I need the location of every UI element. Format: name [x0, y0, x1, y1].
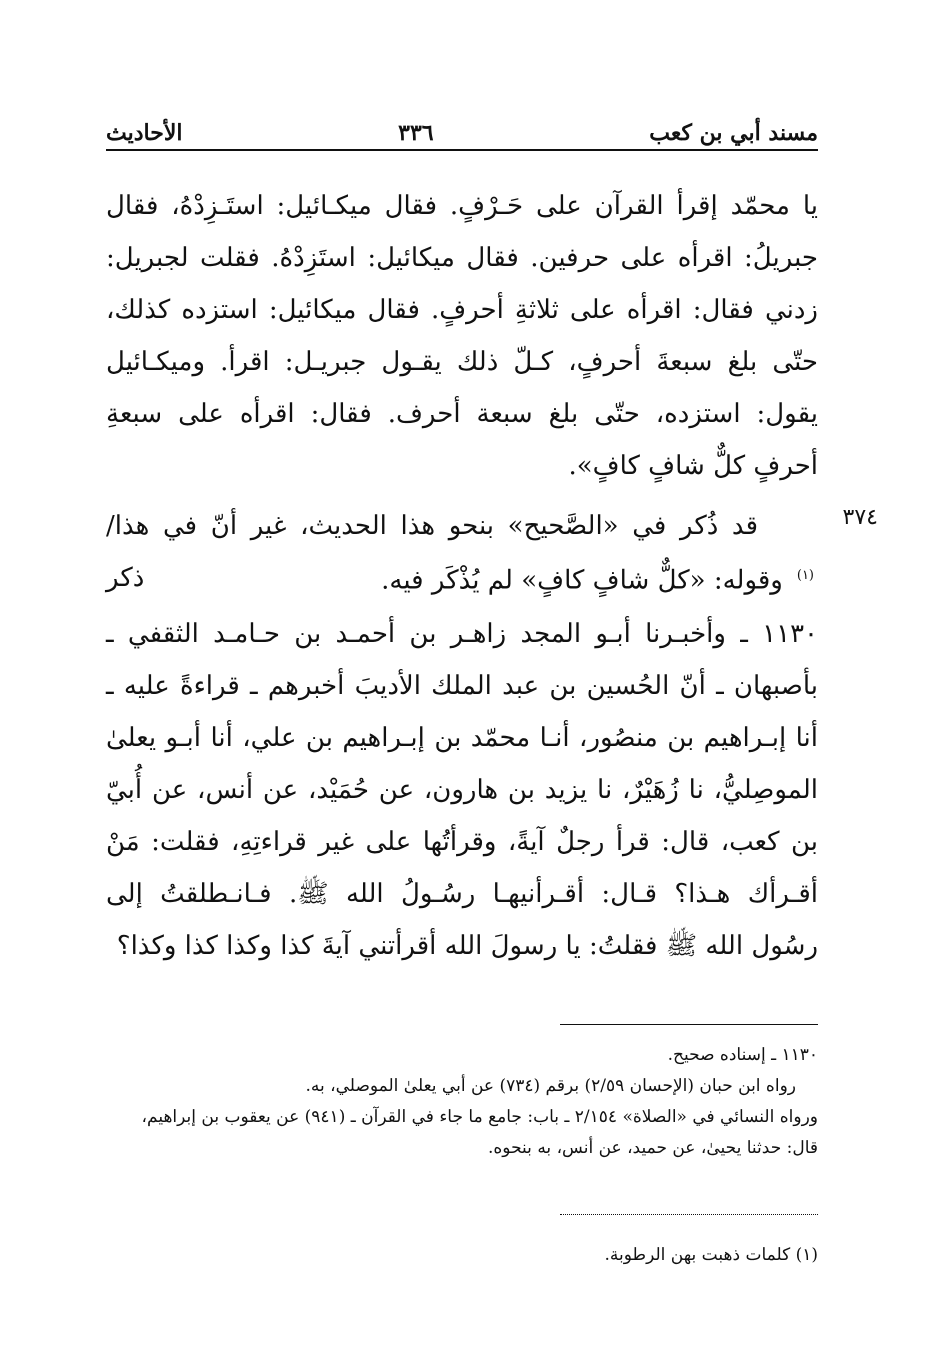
reference-label: ذكر — [106, 563, 145, 593]
footnote-note: (١) كلمات ذهبت بهن الرطوبة. — [604, 1245, 818, 1265]
reference-number: ٣٧٤ — [842, 505, 878, 530]
paragraph-text: ١١٣٠ ـ وأخبـرنا أبـو المجد زاهـر بن أحمـد بن حـامـد الثقفي ـ بأصبهان ـ أنّ الحُسين بن عبد الملك الأديبَ أخبرهم ـ قراءةً عليه ـ أنا إبـراهيم بن منصُور، أنـا محمّد بن إبـراهيم بن علي، أنا أبـو يعلىٰ الموصِليُّ، نا زُهَيْرٌ، نا يزيد بن هارون، عن حُمَيْد، عن أنس، عن أُبيّ بن كعب، قال: قرأ رجلٌ آيةً، وقرأتُها على غير قراءتِهِ، فقلت: مَنْ أقـرأك هـذا؟ قـال: أقـرأنيهـا رسُـولُ الله ﷺ. فـانـطلقتُ إلى رسُول الله ﷺ فقلتُ: يا رسولَ الله أقرأتني آيةَ كذا وكذا كذا وكذا؟ — [106, 619, 818, 961]
hadith-1130 — [106, 608, 818, 972]
book-title: مسند أبي بن كعب — [649, 120, 818, 146]
footnote-divider-dotted — [560, 1214, 818, 1215]
reference-line-2 — [381, 553, 818, 604]
paragraph-text: يا محمّد إقرأ القرآن على حَـرْفٍ. فقال ميكـائيل: استَـزِدْهُ، فقال جبريلُ: اقرأه على حرفين. فقال ميكائيل: استَزِدْهُ. فقلت لجبريل: زدني فقال: اقرأه على ثلاثةِ أحرفٍ. فقال ميكائيل: استزده كذلك، حتّى بلغ سبعةَ أحرفٍ، كـلّ ذلك يقـول جبريـل: اقرأ. وميكـائيل يقول: استزده، حتّى بلغ سبعة أحرف. فقال: اقرأه على سبعةِ أحرفٍ كلٌّ شافٍ كافٍ». — [106, 191, 818, 481]
footnote-marker: (١) — [796, 568, 814, 583]
footnote-line: ١١٣٠ ـ إسناده صحيح. — [667, 1045, 818, 1065]
footnote-line: ورواه النسائي في «الصلاة» ٢/١٥٤ ـ باب: جامع ما جاء في القرآن ـ (٩٤١) عن يعقوب بن إبراهيم، قال: حدثنا يحيىٰ، عن حميد، عن أنس، به بنحوه. — [141, 1107, 818, 1158]
header-divider — [106, 149, 818, 151]
hadith-continuation — [106, 180, 818, 492]
page-header — [106, 112, 818, 146]
footnote-line: رواه ابن حبان (الإحسان ٢/٥٩) برقم (٧٣٤) عن أبي يعلىٰ الموصلي، به. — [305, 1076, 796, 1096]
section-title: الأحاديث — [106, 120, 183, 146]
footnote-divider — [560, 1024, 818, 1025]
footnotes — [106, 1040, 818, 1164]
reference-line-1: قد ذُكر في «الصَّحيح» بنحو هذا الحديث، غير أنّ في هذا/ — [106, 511, 759, 541]
cross-reference — [106, 503, 878, 613]
reference-line-2-text: وقوله: «كلٌّ شافٍ كافٍ» لم يُذْكَر فيه. — [381, 565, 783, 596]
page-number: ٣٣٦ — [398, 120, 434, 146]
